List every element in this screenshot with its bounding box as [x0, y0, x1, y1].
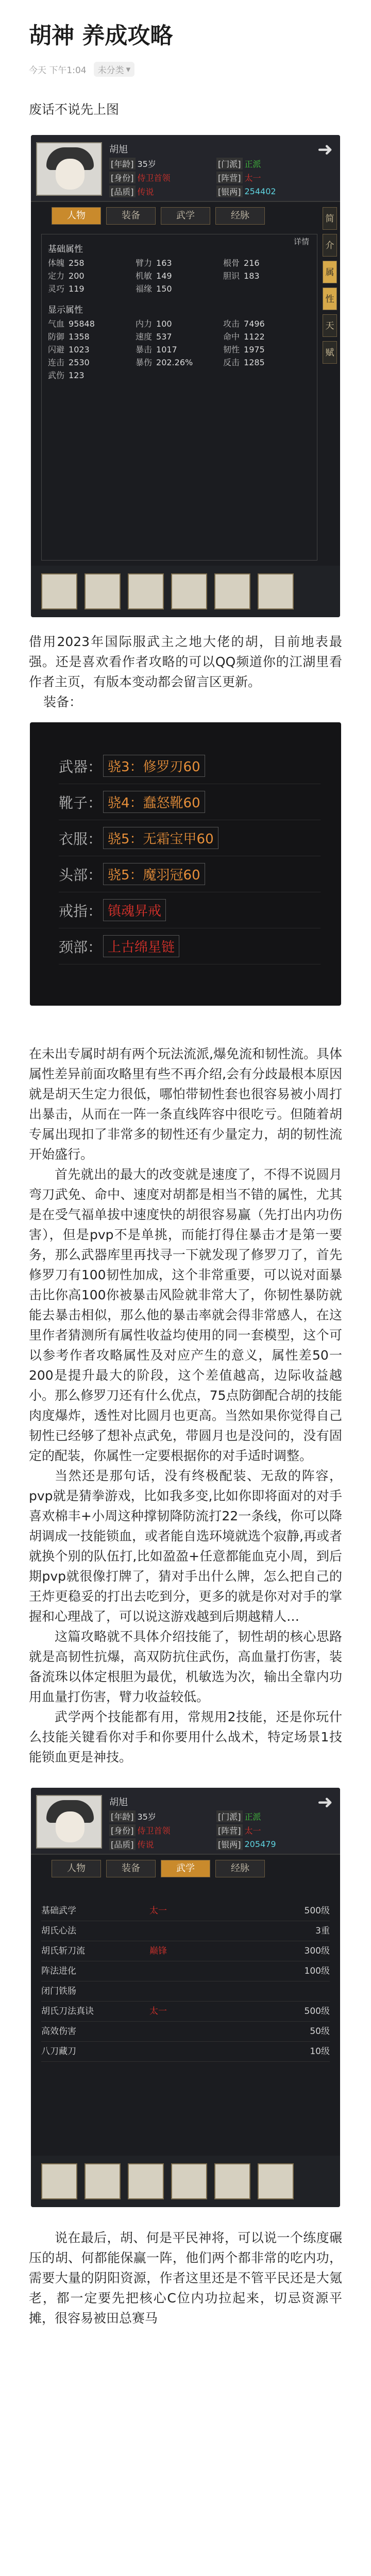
stat-value: 119 — [69, 284, 85, 294]
team-avatar[interactable] — [171, 2163, 207, 2199]
silver-value: 205479 — [244, 1839, 276, 1849]
skill-level — [299, 1981, 330, 2001]
skill-level: 300级 — [304, 1946, 330, 1956]
stat-label: 内力 — [136, 319, 153, 329]
equipment-row[interactable] — [59, 928, 321, 964]
base-attr-title: 基础属性 — [48, 244, 83, 255]
stat-cell — [136, 269, 223, 282]
avatar — [36, 142, 102, 196]
age-value: 35岁 — [137, 1812, 156, 1822]
camp-value: 太一 — [244, 173, 261, 183]
stat-value: 258 — [69, 258, 85, 268]
skill-row[interactable] — [41, 2042, 330, 2062]
skill-tag — [149, 1921, 232, 1941]
stat-label: 灵巧 — [48, 284, 65, 294]
skill-tag: 太一 — [149, 2006, 167, 2016]
stat-cell — [223, 356, 311, 369]
stat-label: 速度 — [136, 332, 153, 342]
display-attr-row — [48, 317, 311, 330]
stat-cell — [48, 269, 136, 282]
display-attr-row — [48, 356, 311, 369]
camp-value: 太一 — [244, 1826, 261, 1836]
equipment-slot: 武器： — [59, 758, 103, 775]
equipment-row[interactable] — [59, 748, 321, 784]
stat-cell — [48, 356, 136, 369]
stat-value: 216 — [244, 258, 260, 268]
skill-name: 胡氏刀法真诀 — [41, 2006, 94, 2016]
skill-row[interactable] — [41, 1941, 330, 1961]
paragraph-3: 首先就出的最大的改变就是速度了，不得不说圆月弯刀武免、命中、速度对胡都是相当不错的属性，尤其是在受气福单拔中速度快的胡很容易赢（先打出内功伤害），但是pvp不是单挑，而能打得住暴击才是第一要务，那么武器库里再找寻一下就发现了修罗刀了，首先修罗刀有100韧性加成，这个非常重要，可以说对面暴击比你高100你被暴击风险就非常大了，你韧性暴防就能去暴击相似，那么他的暴击率就会得非常感人，在这里作者猜测所有属性收益均使用的同一套模型，这个可以参考作者攻略属性及对应产生的意义，属性差50一200是提升最大的阶段，这个差值越高，边际收益越小。那么修罗刀还有什么优点，75点防御配合胡的技能肉度爆炸，透性对比圆月也更高。当然如果你觉得自己韧性已经够了想补点武免，带圆月也是没问的，没有固定的配装，你属性一定要根据你的对手适时调整。 — [29, 1167, 342, 1463]
skill-row[interactable] — [41, 1921, 330, 1941]
detail-button[interactable]: 详情 — [293, 237, 309, 246]
faction-value: 正派 — [244, 1812, 261, 1822]
skill-name: 高效伤害 — [41, 2026, 76, 2037]
faction-tag: [门派] — [216, 158, 243, 170]
equipment-row[interactable] — [59, 856, 321, 892]
skill-tag — [149, 2042, 232, 2061]
identity-tag: [身份] — [109, 1824, 136, 1836]
stat-label: 防御 — [48, 332, 65, 342]
skill-name: 闭门铁肠 — [41, 1986, 76, 1996]
equipment-row[interactable] — [59, 820, 321, 856]
stat-label: 定力 — [48, 271, 65, 281]
character-panel-screenshot — [31, 135, 340, 617]
skill-level: 500级 — [304, 1906, 330, 1916]
silver-tag: [银两] — [216, 185, 243, 197]
character-card — [31, 1788, 340, 1855]
side-tabs — [323, 207, 337, 364]
display-attr-title: 显示属性 — [48, 305, 83, 315]
publish-time: 今天 下午1:04 — [29, 65, 87, 76]
equipment-slot: 靴子： — [59, 794, 103, 811]
character-name: 胡旭 — [109, 1797, 128, 1808]
stat-label: 根骨 — [223, 258, 240, 268]
stat-value: 149 — [156, 271, 172, 281]
faction-value: 正派 — [244, 159, 261, 169]
panel-tabs — [31, 1860, 340, 1880]
stat-label: 胆识 — [223, 271, 240, 281]
paragraph-5: 这篇攻略就不具体介绍技能了，韧性胡的核心思路就是高韧性抗爆，高双防抗住武伤，高血量打伤害，装备流珠以体定根胆为最优，机敏选为次，输出全靠内功用血量打伤害，臂力收益较低。 — [29, 1629, 342, 1704]
stat-value: 1017 — [156, 345, 177, 354]
equipment-row[interactable] — [59, 892, 321, 928]
forward-arrow-icon: ➜ — [317, 139, 333, 160]
skill-level: 500级 — [304, 2006, 330, 2016]
display-attr-row — [48, 330, 311, 343]
equipment-item: 骁5：魔羽冠60 — [103, 863, 205, 885]
category-label: 未分类 — [97, 65, 124, 76]
stat-cell — [223, 269, 311, 282]
team-avatar[interactable] — [171, 573, 207, 609]
stat-label: 命中 — [223, 332, 240, 342]
stat-cell — [223, 369, 311, 382]
equipment-slot: 头部： — [59, 866, 103, 884]
tab-martial[interactable]: 武学 — [161, 207, 210, 225]
avatar — [36, 1795, 102, 1849]
identity-value: 侍卫首领 — [137, 1826, 171, 1836]
skill-level: 3重 — [315, 1926, 330, 1936]
skill-name: 基础武学 — [41, 1906, 76, 1916]
tab-meridian[interactable]: 经脉 — [215, 1860, 265, 1877]
skill-name: 胡氏心法 — [41, 1926, 76, 1936]
identity-tag: [身份] — [109, 172, 136, 183]
skill-row[interactable] — [41, 2022, 330, 2042]
skill-row[interactable] — [41, 1961, 330, 1981]
team-avatar[interactable] — [85, 2163, 121, 2199]
character-info — [109, 158, 325, 197]
stat-cell — [48, 369, 136, 382]
equipment-row[interactable] — [59, 784, 321, 820]
skill-row[interactable] — [41, 2002, 330, 2022]
equipment-item: 骁3：修罗刃60 — [103, 755, 205, 777]
skill-row[interactable] — [41, 1901, 330, 1921]
skill-name: 胡氏斩刀流 — [41, 1946, 85, 1956]
stat-label: 韧性 — [223, 345, 240, 354]
stat-value: 95848 — [69, 319, 95, 329]
stat-cell — [136, 257, 223, 269]
stat-value: 7496 — [244, 319, 265, 329]
equipment-item: 骁4：蠢怒靴60 — [103, 791, 205, 813]
camp-tag: [阵营] — [216, 172, 243, 183]
equipment-screenshot — [30, 722, 341, 1006]
team-avatar[interactable] — [41, 2163, 77, 2199]
category-selector[interactable] — [94, 62, 135, 77]
equipment-list — [59, 748, 321, 964]
identity-value: 侍卫首领 — [137, 173, 171, 183]
team-bar — [31, 2156, 340, 2207]
team-avatar[interactable] — [258, 2163, 294, 2199]
stat-value: 123 — [69, 370, 85, 380]
stat-cell — [223, 330, 311, 343]
quality-value: 传说 — [137, 1840, 154, 1850]
equipment-slot: 颈部： — [59, 938, 103, 956]
team-avatar[interactable] — [214, 2163, 250, 2199]
stat-label: 武伤 — [48, 370, 65, 380]
stat-cell — [48, 330, 136, 343]
stat-value: 200 — [69, 271, 85, 281]
stat-value: 1122 — [244, 332, 265, 342]
stat-cell — [48, 257, 136, 269]
stat-label: 反击 — [223, 358, 240, 367]
stat-cell — [136, 356, 223, 369]
age-tag: [年龄] — [109, 1810, 136, 1822]
stat-cell — [136, 343, 223, 356]
skill-tag — [149, 1981, 232, 2001]
stat-label: 福缘 — [136, 284, 153, 294]
skill-level: 50级 — [310, 2026, 330, 2037]
stat-cell — [136, 330, 223, 343]
character-name: 胡旭 — [109, 144, 128, 155]
stat-cell — [48, 282, 136, 295]
stats-box — [41, 234, 317, 561]
character-card — [31, 135, 340, 202]
stat-label: 攻击 — [223, 319, 240, 329]
base-attr-row — [48, 257, 311, 269]
skill-level: 10级 — [310, 2046, 330, 2057]
chevron-down-icon: ▾ — [126, 64, 131, 75]
paragraph-2: 在未出专属时胡有两个玩法流派,爆免流和韧性流。具体属性差异前面攻略里有些不再介绍,会有分歧最根本原因就是胡天生定力很低，哪怕带韧性套也很容易被小周打出暴击，从而在一阵一条直线阵容中很吃亏。但随着胡专属出现扣了非常多的韧性还有少量定力，胡的韧性流开始盛行。 — [29, 1046, 342, 1162]
stat-value: 2530 — [69, 358, 90, 367]
equipment-item: 镇魂昇戒 — [103, 899, 166, 921]
stat-value: 1023 — [69, 345, 90, 354]
stat-value: 1358 — [69, 332, 90, 342]
skill-name: 阵法进化 — [41, 1966, 76, 1976]
stat-cell — [223, 343, 311, 356]
base-attr-row — [48, 269, 311, 282]
quality-tag: [品质] — [109, 1838, 136, 1850]
display-attributes — [48, 317, 311, 382]
skill-tag: 巅锋 — [149, 1946, 167, 1956]
team-avatar[interactable] — [85, 573, 121, 609]
team-avatar[interactable] — [41, 573, 77, 609]
stat-value: 163 — [156, 258, 172, 268]
stat-label: 连击 — [48, 358, 65, 367]
team-avatar[interactable] — [128, 573, 164, 609]
base-attr-row — [48, 282, 311, 295]
skill-list — [41, 1901, 330, 2062]
side-tab-4[interactable]: 性 — [323, 287, 337, 310]
article-title: 胡神 养成攻略 — [29, 23, 173, 49]
panel-tabs — [31, 207, 340, 228]
tab-meridian[interactable]: 经脉 — [215, 207, 265, 225]
intro-text: 废话不说先上图 — [29, 102, 120, 117]
side-tab-5[interactable]: 天 — [323, 314, 337, 337]
silver-tag: [银两] — [216, 1838, 243, 1850]
stat-cell — [223, 317, 311, 330]
skill-tag — [149, 1961, 232, 1981]
stat-label: 闪避 — [48, 345, 65, 354]
stat-cell — [48, 343, 136, 356]
stat-label: 暴击 — [136, 345, 153, 354]
character-info — [109, 1810, 325, 1850]
skill-name: 八刀藏刀 — [41, 2046, 76, 2057]
forward-arrow-icon: ➜ — [317, 1792, 333, 1813]
faction-tag: [门派] — [216, 1810, 243, 1822]
team-avatar[interactable] — [128, 2163, 164, 2199]
stat-value: 150 — [156, 284, 172, 294]
stat-cell — [223, 257, 311, 269]
skill-level: 100级 — [304, 1966, 330, 1976]
stat-value: 183 — [244, 271, 260, 281]
article-meta — [29, 62, 342, 77]
team-avatar[interactable] — [258, 573, 294, 609]
stat-cell — [136, 369, 223, 382]
stat-label: 体魄 — [48, 258, 65, 268]
tab-equipment[interactable]: 装备 — [106, 1860, 156, 1877]
tab-martial[interactable]: 武学 — [161, 1860, 210, 1877]
stat-label: 机敏 — [136, 271, 153, 281]
equipment-item: 上古绵星链 — [103, 935, 179, 957]
equipment-slot: 衣服： — [59, 830, 103, 848]
quality-value: 传说 — [137, 187, 154, 197]
skills-screenshot — [31, 1788, 340, 2207]
stat-label: 臂力 — [136, 258, 153, 268]
stat-label: 暴伤 — [136, 358, 153, 367]
tab-equipment[interactable]: 装备 — [106, 207, 156, 225]
stat-cell — [136, 317, 223, 330]
stat-value: 100 — [156, 319, 172, 329]
skill-tag: 太一 — [149, 1906, 167, 1916]
tab-character[interactable]: 人物 — [52, 207, 101, 225]
equipment-slot: 戒指： — [59, 902, 103, 920]
stat-cell — [136, 282, 223, 295]
stat-value: 537 — [156, 332, 172, 342]
stat-value: 202.26% — [156, 358, 193, 367]
display-attr-row — [48, 343, 311, 356]
paragraph-4: 当然还是那句话，没有终极配装、无敌的阵容，pvp就是猜拳游戏，比如我多变,比如你即将面对的对手喜欢棉丰+小周这种撑韧降防流打22一条线，你可以降胡调成一技能锁血，或者能自选环境就选个寂静,再或者就换个别的队伍打,比如盈盈+任意都能血克小周，到后期pvp就很像打牌了，猜对手出什么牌，怎么把自己的王炸更稳妥的打出去吃到分，更多的就是你对对手的掌握和心理战了，可以说这游戏越到后期越精人… — [29, 1468, 342, 1624]
stat-label: 气血 — [48, 319, 65, 329]
team-avatar[interactable] — [214, 573, 250, 609]
quality-tag: [品质] — [109, 185, 136, 197]
silver-value: 254402 — [244, 187, 276, 196]
base-attributes — [48, 257, 311, 295]
paragraph-7: 说在最后，胡、何是平民神将，可以说一个练度碾压的胡、何都能保赢一阵，他们两个都非常的吃内功，需要大量的阴阳资源，作者这里还是不管平民还是大氪老，都一定要先把核心C位内功拉起来，切忌资源平摊，很容易被田总赛马 — [29, 2230, 342, 2326]
camp-tag: [阵营] — [216, 1824, 243, 1836]
age-value: 35岁 — [137, 159, 156, 169]
tab-character[interactable]: 人物 — [52, 1860, 101, 1877]
skill-row[interactable] — [41, 1981, 330, 2002]
stat-value: 1285 — [244, 358, 265, 367]
paragraph-6: 武学两个技能都有用，常规用2技能，还是你玩什么技能关键看你对手和你要用什么战术，特定场景1技能锁血更是神技。 — [29, 1709, 342, 1765]
side-tab-1[interactable]: 简 — [323, 207, 337, 230]
stat-cell — [48, 317, 136, 330]
age-tag: [年龄] — [109, 158, 136, 170]
side-tab-2[interactable]: 介 — [323, 234, 337, 257]
skill-tag — [149, 2022, 232, 2041]
paragraph-1: 借用2023年国际服武主之地大佬的胡，目前地表最强。还是喜欢看作者攻略的可以QQ频道你的江湖里看作者主页，有版本变动都会留言区更新。 — [29, 634, 342, 689]
display-attr-row — [48, 369, 311, 382]
equipment-item: 骁5：无霜宝甲60 — [103, 827, 218, 849]
stat-cell — [223, 282, 311, 295]
team-bar — [31, 566, 340, 617]
stat-value: 1975 — [244, 345, 265, 354]
side-tab-6[interactable]: 赋 — [323, 341, 337, 364]
equip-heading: 装备： — [43, 694, 82, 709]
side-tab-3[interactable]: 属 — [323, 261, 337, 283]
